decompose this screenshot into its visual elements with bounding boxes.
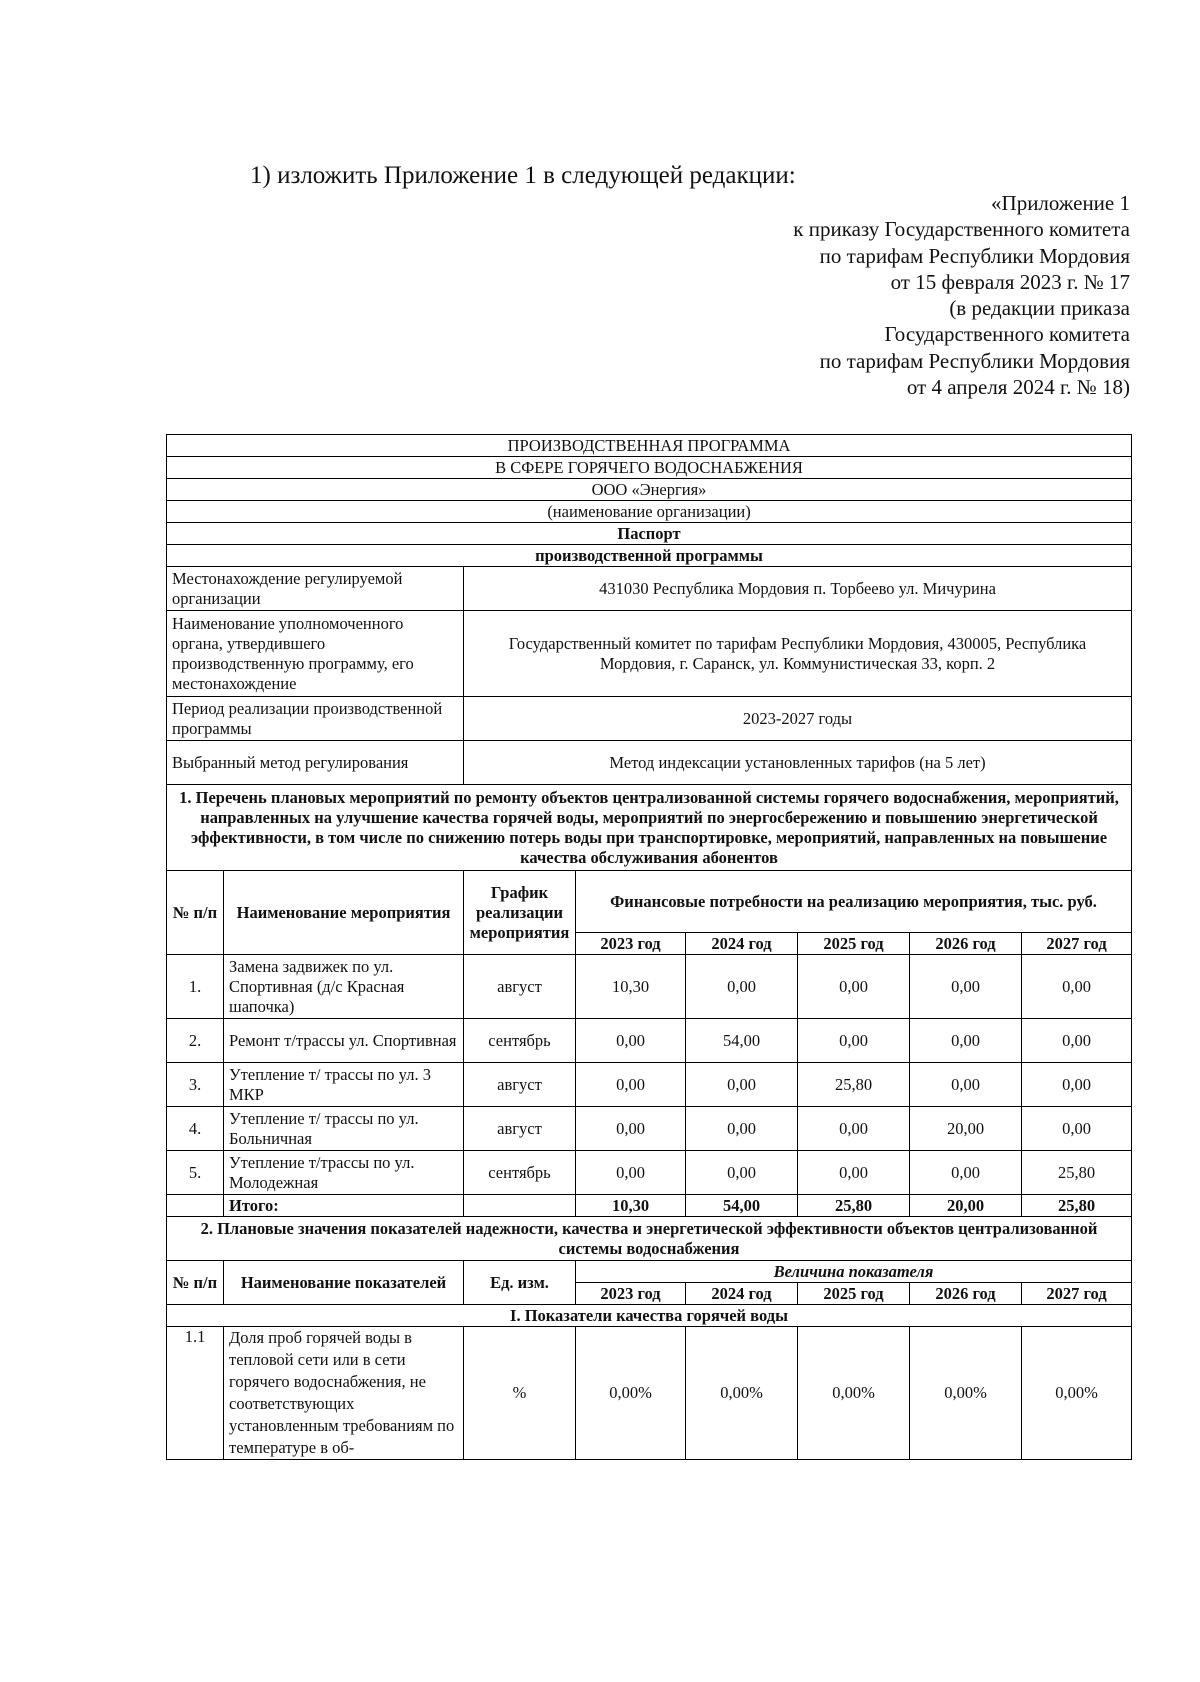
approval-line: Государственного комитета	[884, 322, 1130, 347]
table-row	[167, 1151, 1132, 1195]
row-value: 0,00	[910, 955, 1022, 1019]
passport-value: Метод индексации установленных тарифов (на 5 лет)	[464, 741, 1132, 785]
row-value: 0,00	[1022, 1019, 1132, 1063]
year-header: 2027 год	[1022, 933, 1132, 955]
table-row	[167, 1327, 1132, 1460]
total-row	[167, 1195, 1132, 1217]
col-header-finance: Финансовые потребности на реализацию мероприятия, тыс. руб.	[576, 871, 1132, 933]
total-value: 54,00	[686, 1195, 798, 1217]
passport-value: 431030 Республика Мордовия п. Торбеево ул. Мичурина	[464, 567, 1132, 611]
row-schedule: сентябрь	[464, 1019, 576, 1063]
row-value: 0,00	[686, 1063, 798, 1107]
program-title: ПРОИЗВОДСТВЕННАЯ ПРОГРАММА	[167, 435, 1132, 457]
col-header-value: Величина показателя	[576, 1261, 1132, 1283]
year-header: 2027 год	[1022, 1283, 1132, 1305]
approval-line: от 4 апреля 2024 г. № 18)	[906, 375, 1130, 400]
col-header-num: № п/п	[167, 871, 224, 955]
row-value: 0,00	[576, 1063, 686, 1107]
row-num: 5.	[167, 1151, 224, 1195]
row-name: Утепление т/трассы по ул. Молодежная	[224, 1151, 464, 1195]
passport-subtitle: производственной программы	[167, 545, 1132, 567]
table-row	[167, 1019, 1132, 1063]
section1-title: 1. Перечень плановых мероприятий по ремонту объектов централизованной системы горячего водоснабжения, мероприятий, направленных на улучшение качества горячей воды, мероприятий по энергосбережению и повышению энергетической эффективности, в том числе по снижению потерь воды при транспортировке, мероприятий, направленных на повышение качества обслуживания абонентов	[167, 785, 1132, 871]
passport-row	[167, 741, 1132, 785]
row-value: 0,00	[910, 1151, 1022, 1195]
organization-caption: (наименование организации)	[167, 501, 1132, 523]
row-value: 20,00	[910, 1107, 1022, 1151]
passport-value: 2023-2027 годы	[464, 697, 1132, 741]
row-value: 0,00	[798, 1019, 910, 1063]
row-value: 0,00	[686, 1107, 798, 1151]
year-header: 2024 год	[686, 1283, 798, 1305]
year-header: 2026 год	[910, 933, 1022, 955]
total-num-cell	[167, 1195, 224, 1217]
year-header: 2023 год	[576, 933, 686, 955]
row-value: 0,00%	[686, 1327, 798, 1460]
row-value: 0,00	[798, 1107, 910, 1151]
passport-title: Паспорт	[167, 523, 1132, 545]
passport-label: Местонахождение регулируемой организации	[167, 567, 464, 611]
passport-value: Государственный комитет по тарифам Республики Мордовия, 430005, Республика Мордовия, г. Саранск, ул. Коммунистическая 33, корп. 2	[464, 611, 1132, 697]
row-value: 0,00	[798, 955, 910, 1019]
col-header-name: Наименование мероприятия	[224, 871, 464, 955]
total-value: 10,30	[576, 1195, 686, 1217]
col-header-schedule: График реализации мероприятия	[464, 871, 576, 955]
approval-line: по тарифам Республики Мордовия	[819, 348, 1130, 373]
year-header: 2025 год	[798, 933, 910, 955]
row-value: 25,80	[1022, 1151, 1132, 1195]
total-label: Итого:	[224, 1195, 464, 1217]
approval-line: к приказу Государственного комитета	[793, 217, 1130, 242]
row-value: 0,00	[910, 1019, 1022, 1063]
amendment-intro: 1) изложить Приложение 1 в следующей редакции:	[250, 162, 796, 189]
row-value: 54,00	[686, 1019, 798, 1063]
approval-line: по тарифам Республики Мордовия	[819, 243, 1130, 268]
approval-line: (в редакции приказа	[949, 296, 1130, 321]
row-num: 1.1	[167, 1327, 224, 1460]
total-value: 25,80	[798, 1195, 910, 1217]
row-value: 0,00%	[798, 1327, 910, 1460]
row-value: 0,00%	[910, 1327, 1022, 1460]
row-name: Утепление т/ трассы по ул. Больничная	[224, 1107, 464, 1151]
approval-line: от 15 февраля 2023 г. № 17	[890, 269, 1130, 294]
row-num: 3.	[167, 1063, 224, 1107]
total-schedule-cell	[464, 1195, 576, 1217]
row-schedule: август	[464, 1107, 576, 1151]
row-value: 0,00	[576, 1151, 686, 1195]
production-program-table	[166, 434, 1132, 1460]
passport-row	[167, 697, 1132, 741]
col-header-indicator: Наименование показателей	[224, 1261, 464, 1305]
row-name: Доля проб горячей воды в тепловой сети или в сети горячего водоснабжения, не соответствующих установленным требованиям по температуре в об-	[224, 1327, 464, 1460]
quality-subheader: I. Показатели качества горячей воды	[167, 1305, 1132, 1327]
passport-label: Наименование уполномоченного органа, утвердившего производственную программу, его местонахождение	[167, 611, 464, 697]
row-num: 1.	[167, 955, 224, 1019]
row-schedule: август	[464, 1063, 576, 1107]
table-row	[167, 1063, 1132, 1107]
table-row	[167, 1107, 1132, 1151]
total-value: 25,80	[1022, 1195, 1132, 1217]
col-header-num: № п/п	[167, 1261, 224, 1305]
table-row	[167, 955, 1132, 1019]
approval-block	[610, 190, 1130, 400]
total-value: 20,00	[910, 1195, 1022, 1217]
row-name: Замена задвижек по ул. Спортивная (д/с Красная шапочка)	[224, 955, 464, 1019]
row-schedule: август	[464, 955, 576, 1019]
row-value: 0,00%	[576, 1327, 686, 1460]
row-value: 0,00	[686, 1151, 798, 1195]
row-name: Ремонт т/трассы ул. Спортивная	[224, 1019, 464, 1063]
row-value: 0,00	[798, 1151, 910, 1195]
row-value: 0,00%	[1022, 1327, 1132, 1460]
row-value: 10,30	[576, 955, 686, 1019]
row-value: 25,80	[798, 1063, 910, 1107]
row-value: 0,00	[1022, 1107, 1132, 1151]
row-unit: %	[464, 1327, 576, 1460]
year-header: 2023 год	[576, 1283, 686, 1305]
row-schedule: сентябрь	[464, 1151, 576, 1195]
section2-title: 2. Плановые значения показателей надежности, качества и энергетической эффективности объектов централизованной системы водоснабжения	[167, 1217, 1132, 1261]
year-header: 2024 год	[686, 933, 798, 955]
row-value: 0,00	[686, 955, 798, 1019]
row-num: 2.	[167, 1019, 224, 1063]
year-header: 2026 год	[910, 1283, 1022, 1305]
row-value: 0,00	[1022, 1063, 1132, 1107]
approval-line: «Приложение 1	[991, 191, 1130, 215]
col-header-unit: Ед. изм.	[464, 1261, 576, 1305]
year-header: 2025 год	[798, 1283, 910, 1305]
row-value: 0,00	[910, 1063, 1022, 1107]
program-sphere: В СФЕРЕ ГОРЯЧЕГО ВОДОСНАБЖЕНИЯ	[167, 457, 1132, 479]
row-num: 4.	[167, 1107, 224, 1151]
row-name: Утепление т/ трассы по ул. 3 МКР	[224, 1063, 464, 1107]
organization-name: ООО «Энергия»	[167, 479, 1132, 501]
passport-label: Период реализации производственной программы	[167, 697, 464, 741]
row-value: 0,00	[1022, 955, 1132, 1019]
row-value: 0,00	[576, 1019, 686, 1063]
passport-row	[167, 567, 1132, 611]
passport-row	[167, 611, 1132, 697]
passport-label: Выбранный метод регулирования	[167, 741, 464, 785]
row-value: 0,00	[576, 1107, 686, 1151]
